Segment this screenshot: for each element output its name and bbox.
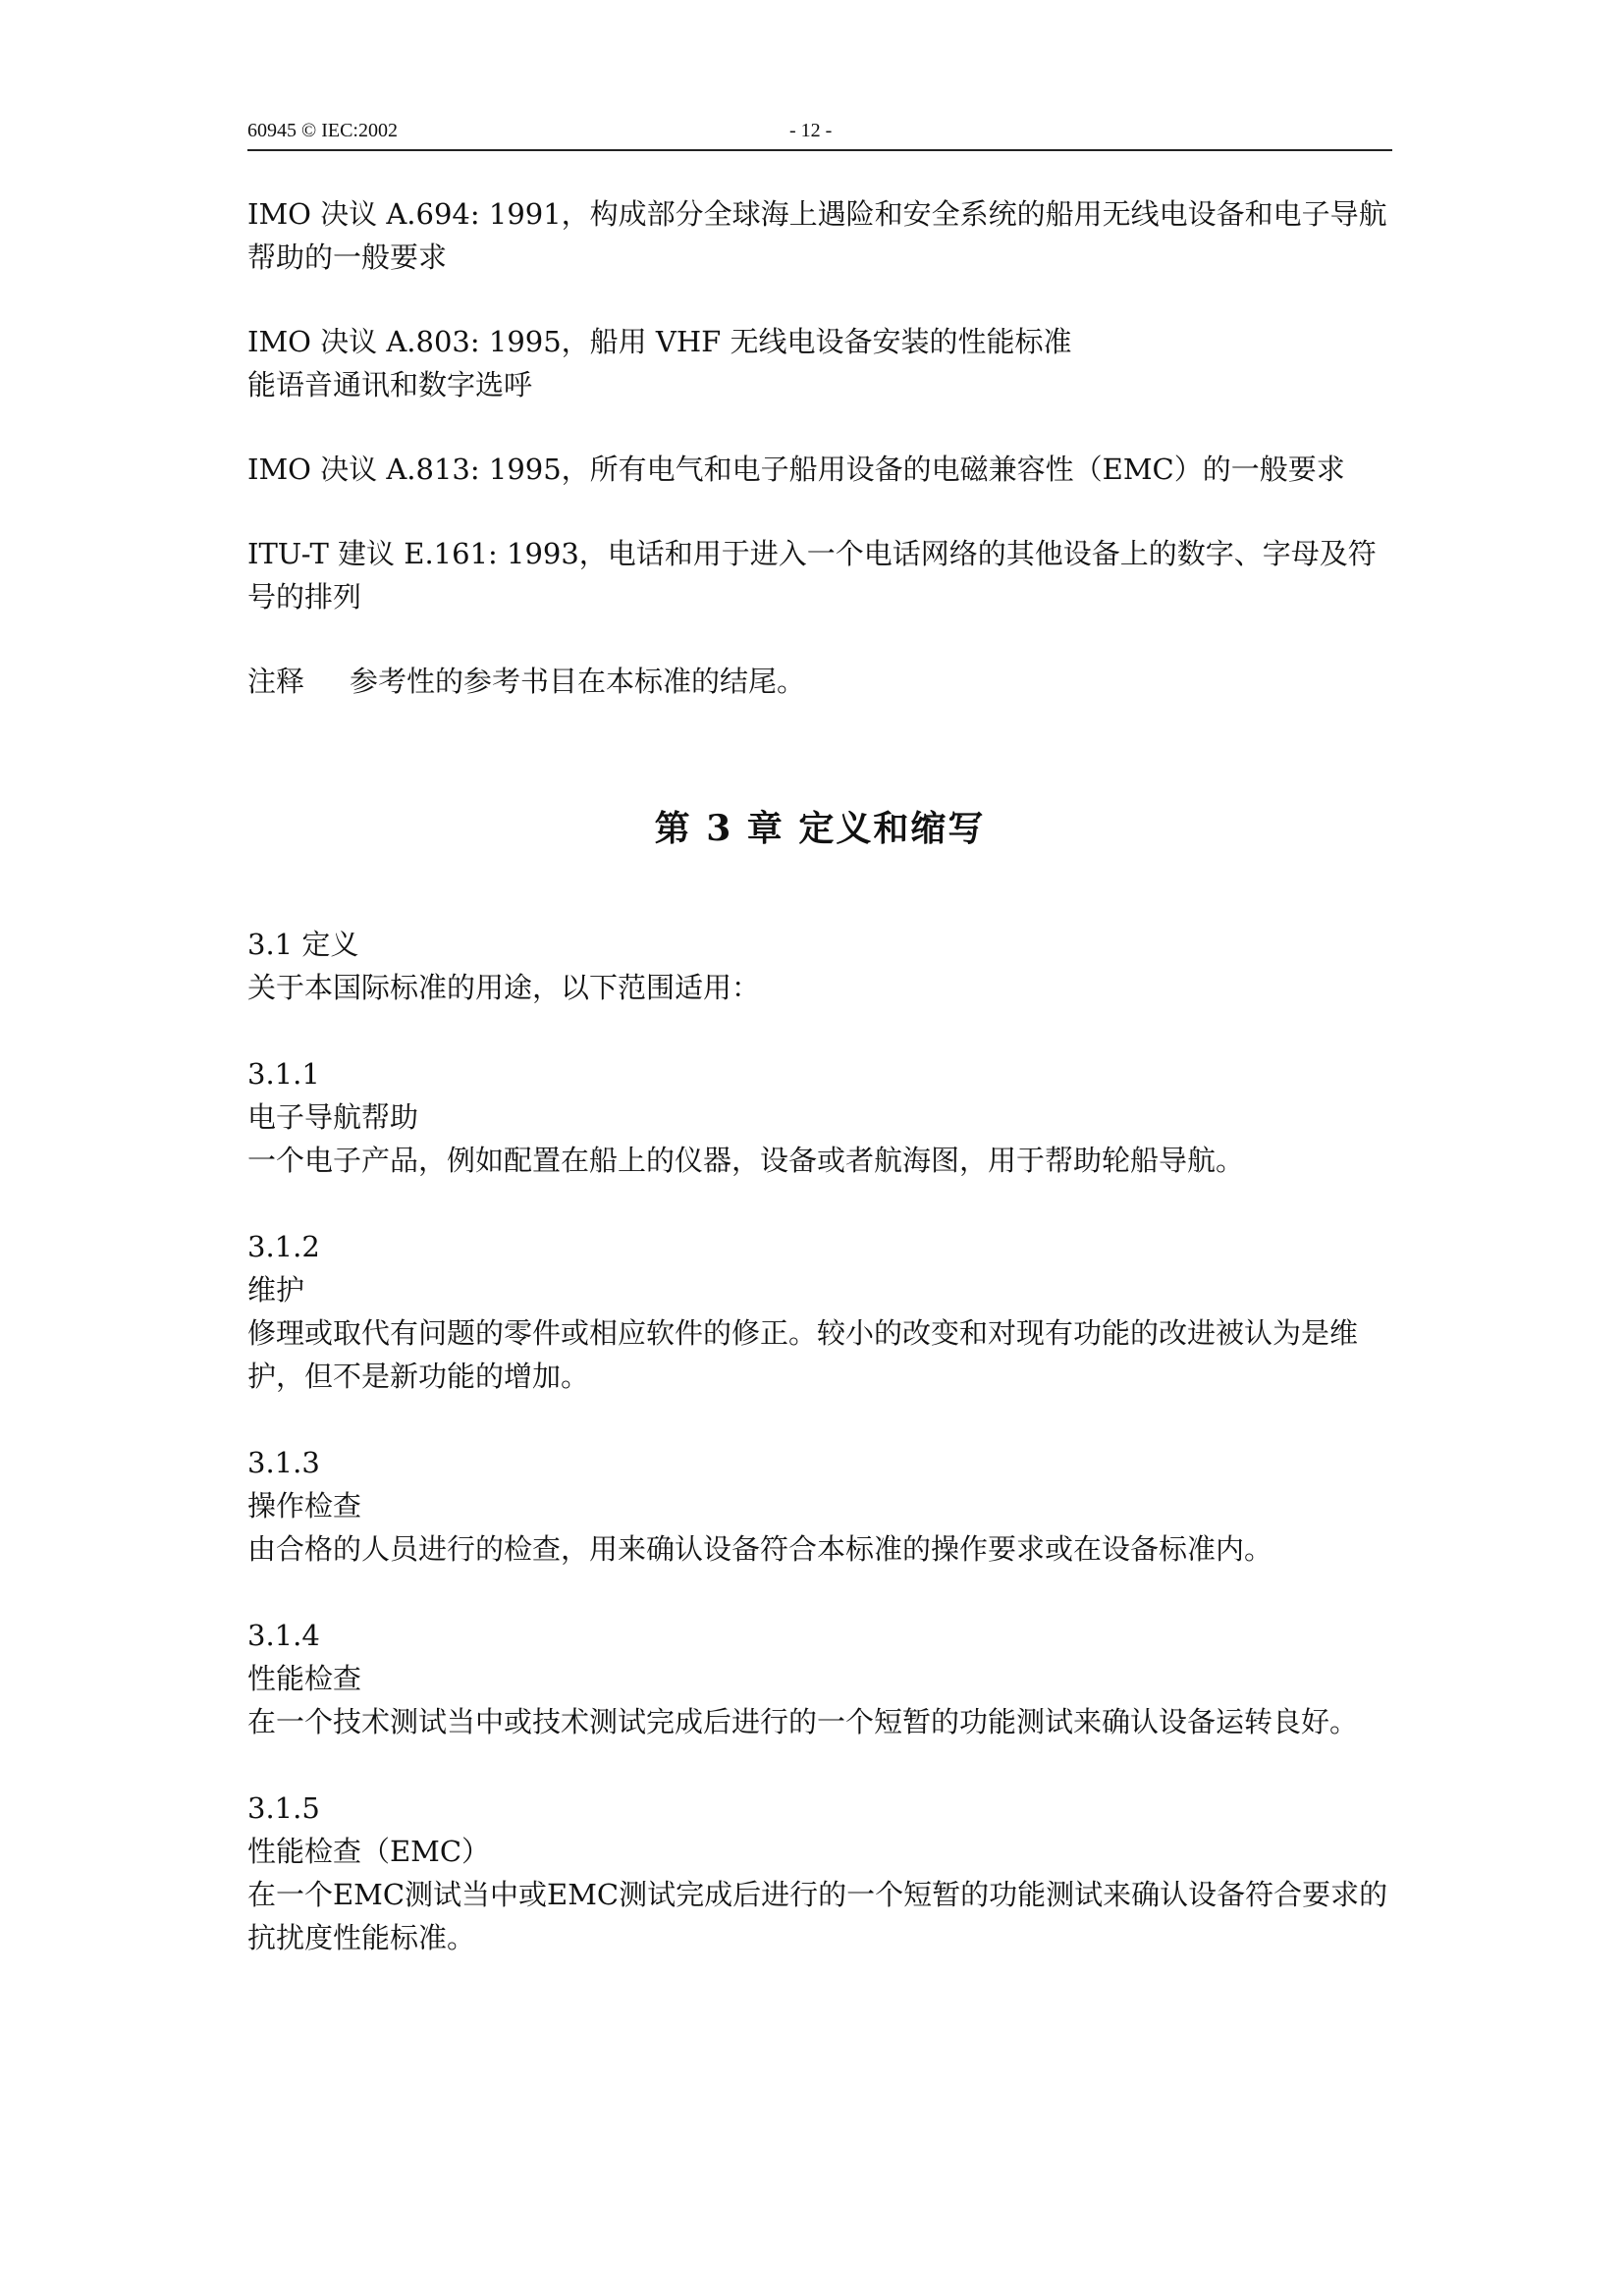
definition-3-1-4 bbox=[247, 1614, 1392, 1743]
definition-term: 性能检查 bbox=[247, 1662, 362, 1695]
definition-number: 3.1.4 bbox=[247, 1619, 320, 1652]
section-intro-text: 关于本国际标准的用途，以下范围适用： bbox=[247, 971, 761, 1004]
definition-number: 3.1.1 bbox=[247, 1057, 320, 1091]
definition-number: 3.1.3 bbox=[247, 1446, 320, 1479]
definition-3-1-2 bbox=[247, 1225, 1392, 1398]
definition-number: 3.1.2 bbox=[247, 1230, 320, 1263]
reference-imo-a803: IMO 决议 A.803: 1995，船用 VHF 无线电设备安装的性能标准 能语音通讯和数字选呼 bbox=[247, 325, 1072, 401]
definition-term: 维护 bbox=[247, 1273, 305, 1307]
definition-3-1-3 bbox=[247, 1441, 1392, 1571]
reference-imo-a813: IMO 决议 A.813: 1995，所有电气和电子船用设备的电磁兼容性（EMC）的一般要求 bbox=[247, 453, 1345, 486]
definition-text: 由合格的人员进行的检查，用来确认设备符合本标准的操作要求或在设备标准内。 bbox=[247, 1532, 1273, 1566]
definition-3-1-1 bbox=[247, 1052, 1392, 1182]
definition-term: 电子导航帮助 bbox=[247, 1100, 419, 1134]
definition-text: 一个电子产品，例如配置在船上的仪器，设备或者航海图，用于帮助轮船导航。 bbox=[247, 1144, 1245, 1177]
definition-3-1-5 bbox=[247, 1787, 1392, 1959]
header-document-id: 60945 © IEC:2002 bbox=[247, 120, 398, 141]
definition-term: 操作检查 bbox=[247, 1489, 362, 1522]
section-3-1 bbox=[247, 923, 1392, 1009]
definition-text: 在一个EMC测试当中或EMC测试完成后进行的一个短暂的功能测试来确认设备符合要求的抗扰度性能标准。 bbox=[247, 1878, 1388, 1954]
definition-text: 修理或取代有问题的零件或相应软件的修正。较小的改变和对现有功能的改进被认为是维护，但不是新功能的增加。 bbox=[247, 1316, 1359, 1393]
page-content bbox=[247, 192, 1392, 1959]
reference-imo-a694: IMO 决议 A.694: 1991，构成部分全球海上遇险和安全系统的船用无线电设备和电子导航帮助的一般要求 bbox=[247, 197, 1387, 274]
chapter-title: 第 3 章 定义和缩写 bbox=[654, 808, 986, 849]
definition-term: 性能检查（EMC） bbox=[247, 1835, 491, 1868]
definition-number: 3.1.5 bbox=[247, 1791, 320, 1825]
note-text: 参考性的参考书目在本标准的结尾。 bbox=[350, 665, 806, 698]
reference-itu-t-e161: ITU-T 建议 E.161: 1993，电话和用于进入一个电话网络的其他设备上的数字、字母及符号的排列 bbox=[247, 537, 1377, 614]
page-header bbox=[247, 116, 1392, 151]
bibliography-note bbox=[247, 660, 1392, 703]
definition-text: 在一个技术测试当中或技术测试完成后进行的一个短暂的功能测试来确认设备运转良好。 bbox=[247, 1705, 1359, 1738]
section-heading: 3.1 定义 bbox=[247, 928, 359, 961]
header-page-number: - 12 - bbox=[789, 120, 833, 141]
note-label: 注释 bbox=[247, 665, 305, 698]
